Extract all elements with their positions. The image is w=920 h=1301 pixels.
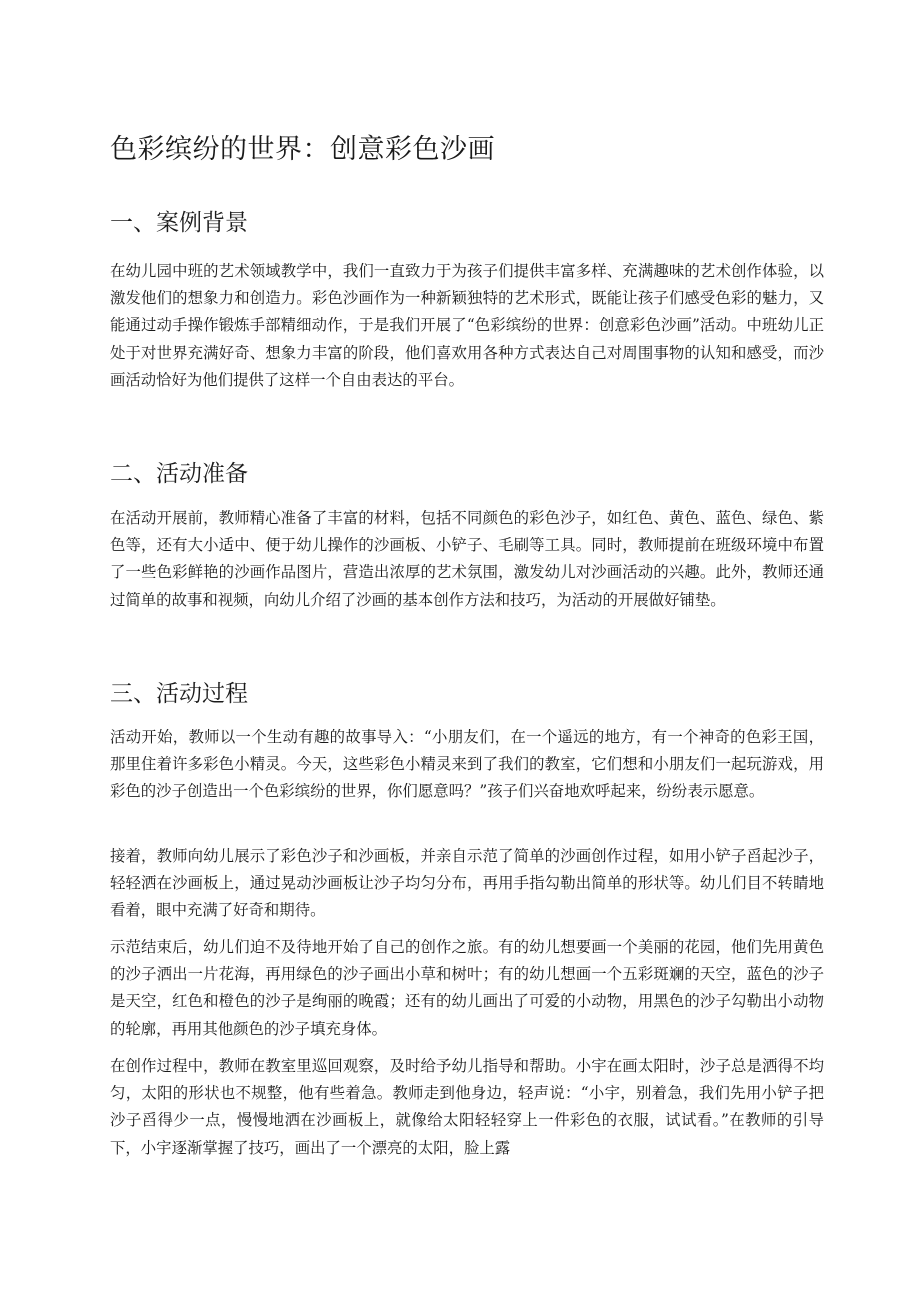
section-heading-preparation: 二、活动准备 [110, 461, 248, 487]
paragraph-process-creation: 示范结束后，幼儿们迫不及待地开始了自己的创作之旅。有的幼儿想要画一个美丽的花园，他们先用黄色的沙子洒出一片花海，再用绿色的沙子画出小草和树叶；有的幼儿想画一个五彩斑斓的天空，蓝色的沙子是天空，红色和橙色的沙子是绚丽的晚霞；还有的幼儿画出了可爱的小动物，用黑色的沙子勾勒出小动物的轮廓，再用其他颜色的沙子填充身体。 [110, 938, 824, 1038]
paragraph-background: 在幼儿园中班的艺术领域教学中，我们一直致力于为孩子们提供丰富多样、充满趣味的艺术创作体验，以激发他们的想象力和创造力。彩色沙画作为一种新颖独特的艺术形式，既能让孩子们感受色彩的魅力，又能通过动手操作锻炼手部精细动作，于是我们开展了“色彩缤纷的世界：创意彩色沙画”活动。中班幼儿正处于对世界充满好奇、想象力丰富的阶段，他们喜欢用各种方式表达自己对周围事物的认知和感受，而沙画活动恰好为他们提供了这样一个自由表达的平台。 [110, 262, 824, 389]
section-heading-background: 一、案例背景 [110, 210, 248, 236]
document-title: 色彩缤纷的世界：创意彩色沙画 [110, 134, 495, 165]
paragraph-process-demo: 接着，教师向幼儿展示了彩色沙子和沙画板，并亲自示范了简单的沙画创作过程，如用小铲子舀起沙子，轻轻洒在沙画板上，通过晃动沙画板让沙子均匀分布，再用手指勾勒出简单的形状等。幼儿们目不转睛地看着，眼中充满了好奇和期待。 [110, 847, 824, 920]
paragraph-preparation: 在活动开展前，教师精心准备了丰富的材料，包括不同颜色的彩色沙子，如红色、黄色、蓝色、绿色、紫色等，还有大小适中、便于幼儿操作的沙画板、小铲子、毛刷等工具。同时，教师提前在班级环境中布置了一些色彩鲜艳的沙画作品图片，营造出浓厚的艺术氛围，激发幼儿对沙画活动的兴趣。此外，教师还通过简单的故事和视频，向幼儿介绍了沙画的基本创作方法和技巧，为活动的开展做好铺垫。 [110, 509, 824, 609]
section-heading-process: 三、活动过程 [110, 681, 248, 707]
paragraph-process-guidance: 在创作过程中，教师在教室里巡回观察，及时给予幼儿指导和帮助。小宇在画太阳时，沙子总是洒得不均匀，太阳的形状也不规整，他有些着急。教师走到他身边，轻声说：“小宇，别着急，我们先用小铲子把沙子舀得少一点，慢慢地洒在沙画板上，就像给太阳轻轻穿上一件彩色的衣服，试试看。”在教师的引导下，小宇逐渐掌握了技巧，画出了一个漂亮的太阳，脸上露 [110, 1057, 824, 1157]
paragraph-process-intro: 活动开始，教师以一个生动有趣的故事导入：“小朋友们，在一个遥远的地方，有一个神奇的色彩王国，那里住着许多彩色小精灵。今天，这些彩色小精灵来到了我们的教室，它们想和小朋友们一起玩游戏，用彩色的沙子创造出一个色彩缤纷的世界，你们愿意吗？”孩子们兴奋地欢呼起来，纷纷表示愿意。 [110, 728, 824, 801]
